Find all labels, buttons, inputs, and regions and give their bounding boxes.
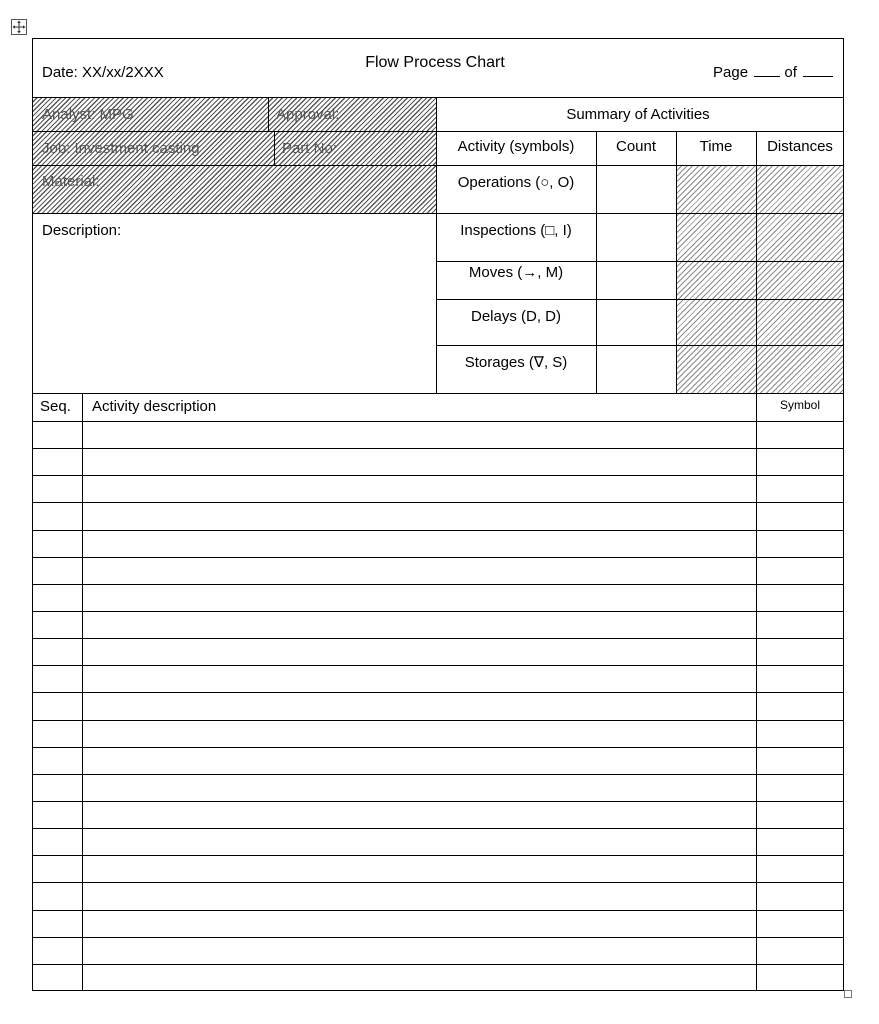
activity-description-cell[interactable] (82, 502, 756, 529)
summary-column-header: Count (615, 138, 657, 155)
table-row (32, 421, 844, 448)
symbol-cell[interactable] (756, 638, 844, 665)
activity-description-cell[interactable] (82, 692, 756, 719)
symbol-cell[interactable] (756, 530, 844, 557)
activity-description-cell[interactable] (82, 530, 756, 557)
activity-description-cell[interactable] (82, 611, 756, 638)
seq-cell[interactable] (32, 747, 82, 774)
table-row (32, 530, 844, 557)
symbol-cell[interactable] (756, 937, 844, 964)
table-row (32, 801, 844, 828)
seq-cell[interactable] (32, 720, 82, 747)
seq-cell[interactable] (32, 421, 82, 448)
summary-row-label: Inspections (□, I) (460, 222, 572, 239)
seq-cell[interactable] (32, 584, 82, 611)
summary-row-label: Storages (∇, S) (464, 354, 568, 371)
summary-row-label: Delays (D, D) (470, 308, 562, 325)
activity-description-cell[interactable] (82, 910, 756, 937)
page-field[interactable] (713, 64, 833, 82)
activity-description-cell[interactable] (82, 964, 756, 991)
description-label: Description: (42, 222, 122, 239)
seq-cell[interactable] (32, 910, 82, 937)
summary-column-header: Distances (767, 138, 833, 155)
page-total-blank[interactable] (803, 64, 833, 77)
summary-row-label: Moves (→, M) (468, 264, 564, 281)
date-field[interactable]: Date: XX/xx/2XXX (42, 64, 164, 81)
seq-cell[interactable] (32, 638, 82, 665)
table-row (32, 937, 844, 964)
summary-title: Summary of Activities (566, 106, 710, 123)
description-field[interactable] (33, 244, 435, 392)
job-label: Job: Investment casting (42, 140, 200, 157)
count-cell-moves[interactable] (597, 262, 676, 299)
activity-description-cell[interactable] (82, 638, 756, 665)
table-row (32, 584, 844, 611)
table-row (32, 855, 844, 882)
seq-cell[interactable] (32, 692, 82, 719)
move-handle-icon (12, 20, 26, 34)
seq-cell[interactable] (32, 530, 82, 557)
symbol-cell[interactable] (756, 801, 844, 828)
symbol-header: Symbol (779, 398, 821, 412)
seq-cell[interactable] (32, 937, 82, 964)
activity-description-cell[interactable] (82, 882, 756, 909)
seq-cell[interactable] (32, 774, 82, 801)
symbol-cell[interactable] (756, 855, 844, 882)
symbol-cell[interactable] (756, 964, 844, 991)
table-row (32, 882, 844, 909)
table-row (32, 665, 844, 692)
symbol-cell[interactable] (756, 448, 844, 475)
activity-description-cell[interactable] (82, 747, 756, 774)
table-row (32, 475, 844, 502)
count-cell-inspections[interactable] (597, 214, 676, 261)
part-no-label: Part No: (282, 140, 338, 157)
symbol-cell[interactable] (756, 692, 844, 719)
symbol-cell[interactable] (756, 774, 844, 801)
table-row (32, 774, 844, 801)
symbol-cell[interactable] (756, 910, 844, 937)
seq-cell[interactable] (32, 801, 82, 828)
summary-column-header: Time (699, 138, 733, 155)
analyst-label: Analyst: MPG (42, 106, 134, 123)
count-cell-operations[interactable] (597, 166, 676, 213)
chart-title: Flow Process Chart (365, 54, 505, 71)
activity-description-cell[interactable] (82, 475, 756, 502)
activity-description-cell[interactable] (82, 828, 756, 855)
symbol-cell[interactable] (756, 421, 844, 448)
symbol-cell[interactable] (756, 557, 844, 584)
table-row (32, 910, 844, 937)
symbol-cell[interactable] (756, 584, 844, 611)
seq-cell[interactable] (32, 882, 82, 909)
table-row (32, 638, 844, 665)
activity-description-cell[interactable] (82, 557, 756, 584)
symbol-cell[interactable] (756, 475, 844, 502)
table-row (32, 611, 844, 638)
activity-description-cell[interactable] (82, 448, 756, 475)
resize-handle-icon (845, 991, 851, 997)
approval-label: Approval: (276, 106, 340, 123)
activity-description-cell[interactable] (82, 584, 756, 611)
seq-cell[interactable] (32, 557, 82, 584)
material-label: Material: (42, 173, 100, 190)
table-resize-handle[interactable] (844, 990, 852, 998)
table-row (32, 828, 844, 855)
count-cell-storages[interactable] (597, 346, 676, 393)
symbol-cell[interactable] (756, 720, 844, 747)
summary-column-header: Activity (symbols) (457, 138, 575, 155)
activity-description-cell[interactable] (82, 937, 756, 964)
seq-cell[interactable] (32, 855, 82, 882)
symbol-cell[interactable] (756, 502, 844, 529)
seq-header: Seq. (40, 398, 71, 415)
activity-description-cell[interactable] (82, 774, 756, 801)
activity-description-cell[interactable] (82, 801, 756, 828)
table-row (32, 502, 844, 529)
summary-row-label: Operations (○, O) (457, 174, 575, 191)
table-move-handle[interactable] (11, 19, 27, 35)
activity-description-cell[interactable] (82, 855, 756, 882)
table-row (32, 964, 844, 991)
seq-cell[interactable] (32, 475, 82, 502)
activity-description-cell[interactable] (82, 421, 756, 448)
seq-cell[interactable] (32, 448, 82, 475)
symbol-cell[interactable] (756, 611, 844, 638)
count-cell-delays[interactable] (597, 300, 676, 345)
table-row (32, 692, 844, 719)
symbol-cell[interactable] (756, 665, 844, 692)
symbol-cell[interactable] (756, 882, 844, 909)
symbol-cell[interactable] (756, 747, 844, 774)
seq-cell[interactable] (32, 611, 82, 638)
activity-description-cell[interactable] (82, 720, 756, 747)
seq-cell[interactable] (32, 502, 82, 529)
table-row (32, 448, 844, 475)
of-label: of (784, 64, 797, 81)
seq-cell[interactable] (32, 828, 82, 855)
seq-cell[interactable] (32, 964, 82, 991)
activity-description-cell[interactable] (82, 665, 756, 692)
table-row (32, 747, 844, 774)
table-row (32, 720, 844, 747)
symbol-cell[interactable] (756, 828, 844, 855)
page-label: Page (713, 64, 749, 81)
seq-cell[interactable] (32, 665, 82, 692)
activity-description-header: Activity description (92, 398, 217, 415)
table-row (32, 557, 844, 584)
page-number-blank[interactable] (754, 64, 780, 77)
